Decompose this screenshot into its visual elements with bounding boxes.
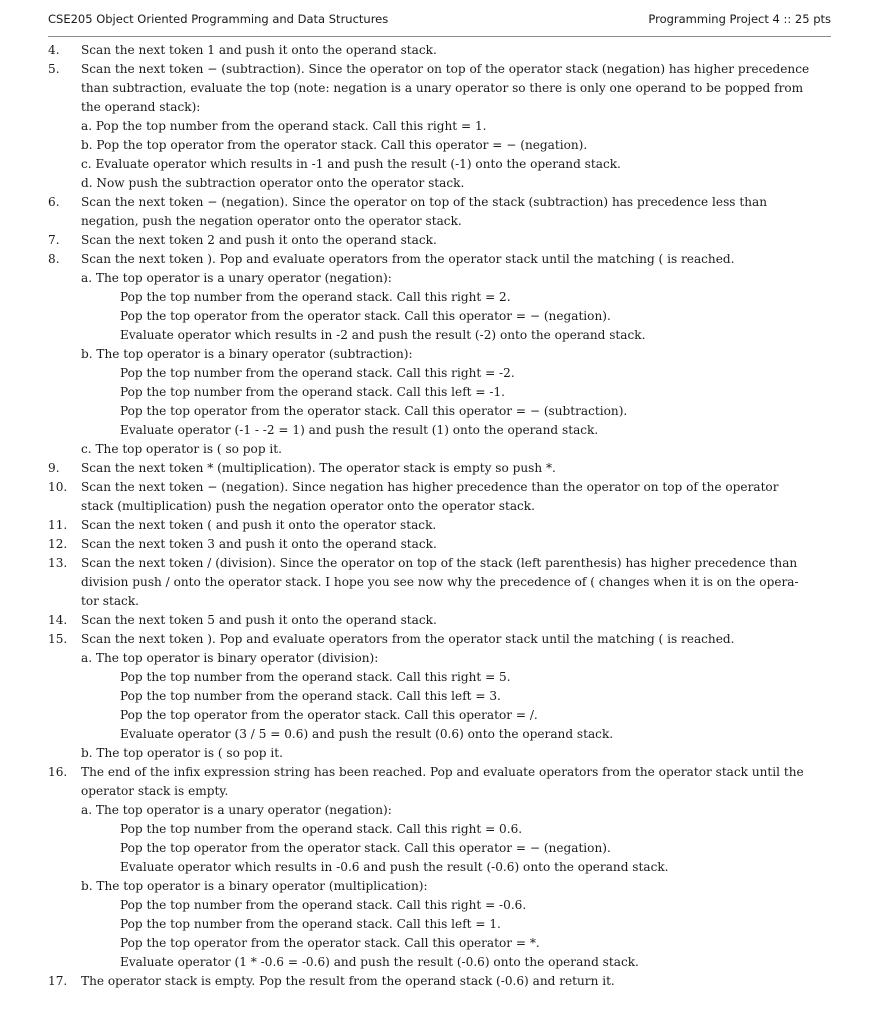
substep-8b-line: Pop the top number from the operand stack. Call this left = -1. (120, 385, 505, 399)
step-text: Scan the next token ). Pop and evaluate operators from the operator stack until the matching ( is reached. (81, 252, 735, 266)
step-text-line: Scan the next token / (division). Since the operator on top of the stack (left parenthesis) has higher precedence than (81, 556, 798, 570)
substep-8b-line: Pop the top operator from the operator stack. Call this operator = − (subtraction). (120, 404, 628, 418)
step-text: Scan the next token 1 and push it onto the operand stack. (81, 43, 437, 57)
step-text-line: Scan the next token − (subtraction). Since the operator on top of the operator stack (negation) has higher precedence (81, 62, 810, 76)
step-number: 8. (48, 252, 60, 266)
step-number: 12. (48, 537, 68, 551)
step-text-line: negation, push the negation operator onto the operator stack. (81, 214, 462, 228)
substep-5a: a. Pop the top number from the operand stack. Call this right = 1. (81, 119, 487, 133)
step-number: 17. (48, 974, 68, 988)
project-title: Programming Project 4 :: 25 pts (648, 12, 831, 26)
substep-15a-line: Evaluate operator (3 / 5 = 0.6) and push the result (0.6) onto the operand stack. (120, 727, 614, 741)
step-number: 6. (48, 195, 60, 209)
step-number: 13. (48, 556, 68, 570)
step-text: Scan the next token ). Pop and evaluate operators from the operator stack until the matching ( is reached. (81, 632, 735, 646)
step-12 (48, 535, 831, 554)
step-text-line: the operand stack): (81, 100, 201, 114)
step-6 (48, 193, 831, 231)
step-text-line: tor stack. (81, 594, 139, 608)
substep-8b: b. The top operator is a binary operator (subtraction): (81, 347, 413, 361)
substep-5c: c. Evaluate operator which results in -1 and push the result (-1) onto the operand stack. (81, 157, 621, 171)
step-15 (48, 630, 831, 649)
step-text-line: The end of the infix expression string has been reached. Pop and evaluate operators from the operator stack until the (81, 765, 804, 779)
substep-15a-line: Pop the top operator from the operator stack. Call this operator = /. (120, 708, 538, 722)
step-number: 11. (48, 518, 68, 532)
step-14 (48, 611, 831, 630)
step-4 (48, 41, 831, 60)
substep-16a: a. The top operator is a unary operator (negation): (81, 803, 392, 817)
step-text-line: stack (multiplication) push the negation operator onto the operator stack. (81, 499, 535, 513)
step-text: Scan the next token ( and push it onto the operator stack. (81, 518, 437, 532)
step-10 (48, 478, 831, 516)
substep-5b: b. Pop the top operator from the operator stack. Call this operator = − (negation). (81, 138, 588, 152)
step-text-line: Scan the next token − (negation). Since negation has higher precedence than the operator on top of the operator (81, 480, 779, 494)
step-17 (48, 972, 831, 991)
substep-8c: c. The top operator is ( so pop it. (81, 442, 282, 456)
substep-8a-line: Pop the top number from the operand stack. Call this right = 2. (120, 290, 511, 304)
substep-5d: d. Now push the subtraction operator onto the operator stack. (81, 176, 465, 190)
step-text-line: Scan the next token − (negation). Since the operator on top of the stack (subtraction) has precedence less than (81, 195, 767, 209)
step-9 (48, 459, 831, 478)
substep-15a: a. The top operator is binary operator (division): (81, 651, 379, 665)
substep-16b: b. The top operator is a binary operator (multiplication): (81, 879, 428, 893)
page-header (48, 0, 831, 37)
step-5 (48, 60, 831, 117)
substep-8a-line: Pop the top operator from the operator stack. Call this operator = − (negation). (120, 309, 611, 323)
substep-8a-line: Evaluate operator which results in -2 and push the result (-2) onto the operand stack. (120, 328, 646, 342)
substep-15a-line: Pop the top number from the operand stack. Call this left = 3. (120, 689, 501, 703)
step-11 (48, 516, 831, 535)
step-number: 4. (48, 43, 60, 57)
step-text-line: than subtraction, evaluate the top (note: negation is a unary operator so there is only one operand to be popped from (81, 81, 804, 95)
substep-15b: b. The top operator is ( so pop it. (81, 746, 283, 760)
substep-8a: a. The top operator is a unary operator (negation): (81, 271, 392, 285)
substep-16a-line: Pop the top operator from the operator stack. Call this operator = − (negation). (120, 841, 611, 855)
step-13 (48, 554, 831, 611)
step-number: 16. (48, 765, 68, 779)
substep-15a-line: Pop the top number from the operand stack. Call this right = 5. (120, 670, 511, 684)
step-text: Scan the next token 3 and push it onto the operand stack. (81, 537, 437, 551)
step-text-line: operator stack is empty. (81, 784, 229, 798)
substep-8b-line: Evaluate operator (-1 - -2 = 1) and push the result (1) onto the operand stack. (120, 423, 599, 437)
step-16 (48, 763, 831, 801)
substep-16a-line: Evaluate operator which results in -0.6 and push the result (-0.6) onto the operand stack. (120, 860, 669, 874)
substep-16b-line: Pop the top number from the operand stack. Call this right = -0.6. (120, 898, 527, 912)
step-7 (48, 231, 831, 250)
step-number: 14. (48, 613, 68, 627)
step-text: Scan the next token * (multiplication). The operator stack is empty so push *. (81, 461, 556, 475)
step-text-line: division push / onto the operator stack. I hope you see now why the precedence of ( changes when it is on the opera- (81, 575, 799, 589)
step-number: 7. (48, 233, 60, 247)
step-number: 9. (48, 461, 60, 475)
step-8 (48, 250, 831, 269)
course-title: CSE205 Object Oriented Programming and Data Structures (48, 12, 389, 26)
substep-16b-line: Pop the top number from the operand stack. Call this left = 1. (120, 917, 501, 931)
substep-16a-line: Pop the top number from the operand stack. Call this right = 0.6. (120, 822, 523, 836)
step-number: 10. (48, 480, 68, 494)
document-body (48, 41, 831, 991)
step-text: Scan the next token 2 and push it onto the operand stack. (81, 233, 437, 247)
substep-16b-line: Pop the top operator from the operator stack. Call this operator = *. (120, 936, 540, 950)
substep-16b-line: Evaluate operator (1 * -0.6 = -0.6) and push the result (-0.6) onto the operand stack. (120, 955, 639, 969)
step-text: The operator stack is empty. Pop the result from the operand stack (-0.6) and return it. (81, 974, 615, 988)
step-text: Scan the next token 5 and push it onto the operand stack. (81, 613, 437, 627)
step-number: 15. (48, 632, 68, 646)
substep-8b-line: Pop the top number from the operand stack. Call this right = -2. (120, 366, 515, 380)
step-number: 5. (48, 62, 60, 76)
